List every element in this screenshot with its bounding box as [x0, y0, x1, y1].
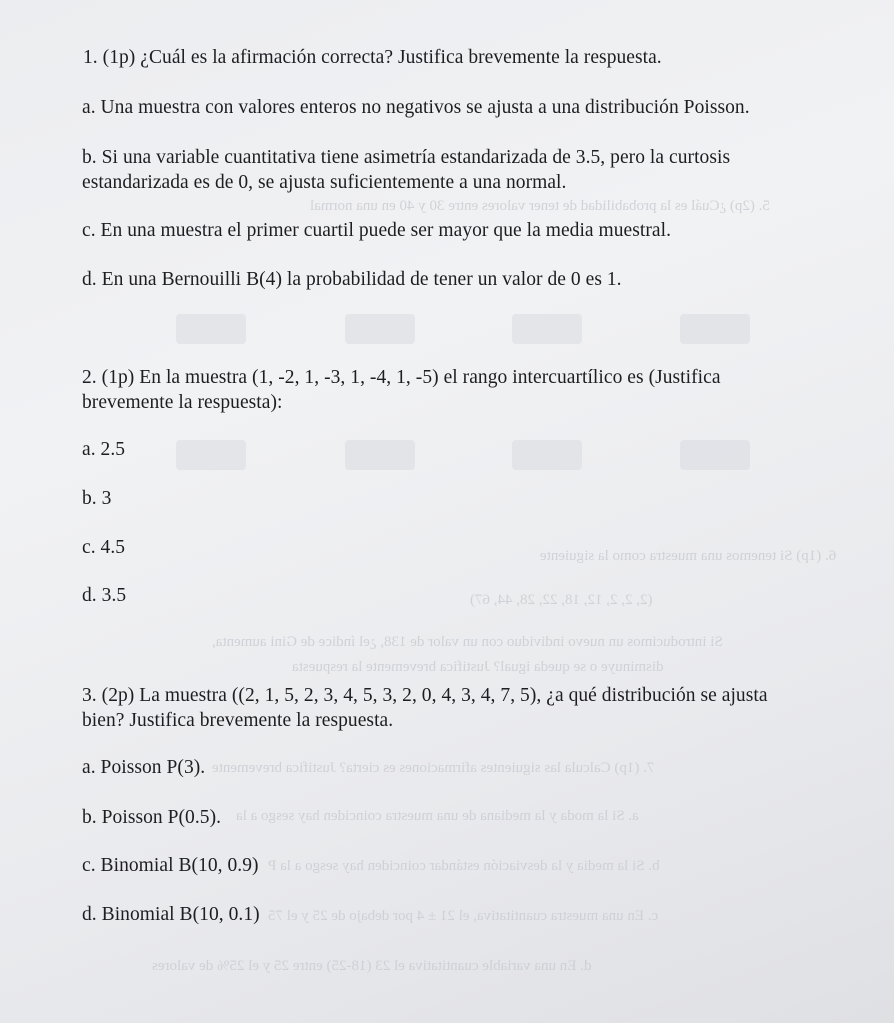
question-2-option-a: a. 2.5: [82, 439, 126, 460]
bleed-through-mark: [680, 440, 750, 470]
bleed-through-mark: [680, 314, 750, 344]
question-3-option-d: d. Binomial B(10, 0.1): [82, 904, 260, 925]
bleed-through-mark: [512, 440, 582, 470]
bleed-through-mark: [345, 314, 415, 344]
question-1-title: 1. (1p) ¿Cuál es la afirmación correcta? Justifica brevemente la respuesta.: [83, 47, 662, 68]
question-3-option-b: b. Poisson P(0.5).: [82, 807, 222, 828]
bleed-through-mark: [512, 314, 582, 344]
question-1-option-b-line1: b. Si una variable cuantitativa tiene asimetría estandarizada de 3.5, pero la curtosis: [82, 147, 731, 168]
question-1-option-d: d. En una Bernouilli B(4) la probabilidad de tener un valor de 0 es 1.: [82, 269, 622, 290]
question-1-option-b-line2: estandarizada es de 0, se ajusta suficientemente a una normal.: [82, 172, 567, 193]
bleed-through-text: b. Si la media y la desviación estándar coinciden hay sesgo a la P: [268, 858, 660, 874]
question-3-option-c: c. Binomial B(10, 0.9): [82, 855, 259, 876]
bleed-through-text: Si introducimos un nuevo individuo con un valor de 138, ¿el índice de Gini aumenta,: [212, 634, 723, 650]
question-2-title-line2: brevemente la respuesta):: [82, 392, 283, 413]
bleed-through-text: 7. (1p) Calcula las siguientes afirmaciones es cierta? Justifica brevemente: [212, 760, 655, 776]
bleed-through-text: 5. (2p) ¿Cuál es la probabilidad de tener valores entre 30 y 40 en una normal: [310, 198, 770, 214]
question-3-title-line1: 3. (2p) La muestra ((2, 1, 5, 2, 3, 4, 5, 3, 2, 0, 4, 3, 4, 7, 5), ¿a qué distribución se ajusta: [82, 685, 768, 706]
bleed-through-text: c. En una muestra cuantitativa, el 21 ± 4 por debajo de 25 y el 75: [268, 908, 659, 924]
question-1-option-c: c. En una muestra el primer cuartil puede ser mayor que la media muestral.: [82, 220, 672, 241]
question-3-title-line2: bien? Justifica brevemente la respuesta.: [82, 710, 394, 731]
bleed-through-text: (2, 2, 2, 12, 18, 22, 28, 44, 67): [470, 592, 653, 608]
bleed-through-mark: [176, 440, 246, 470]
question-1-option-a: a. Una muestra con valores enteros no negativos se ajusta a una distribución Poisson.: [82, 97, 750, 118]
question-2-title-line1: 2. (1p) En la muestra (1, -2, 1, -3, 1, -4, 1, -5) el rango intercuartílico es (Justifica: [82, 367, 721, 388]
bleed-through-text: d. En una variable cuantitativa el 23 (18-25) entre 25 y el 25% de valores: [152, 958, 592, 974]
bleed-through-text: disminuye o se queda igual? Justifica brevemente la respuesta: [292, 659, 664, 675]
bleed-through-mark: [345, 440, 415, 470]
question-2-option-c: c. 4.5: [82, 537, 126, 558]
bleed-through-mark: [176, 314, 246, 344]
question-2-option-d: d. 3.5: [82, 585, 127, 606]
question-2-option-b: b. 3: [82, 488, 112, 509]
bleed-through-text: a. Si la moda y la mediana de una muestra coinciden hay sesgo a la: [236, 808, 639, 824]
question-3-option-a: a. Poisson P(3).: [82, 757, 206, 778]
bleed-through-text: 6. (1p) Si tenemos una muestra como la siguiente: [540, 548, 837, 564]
